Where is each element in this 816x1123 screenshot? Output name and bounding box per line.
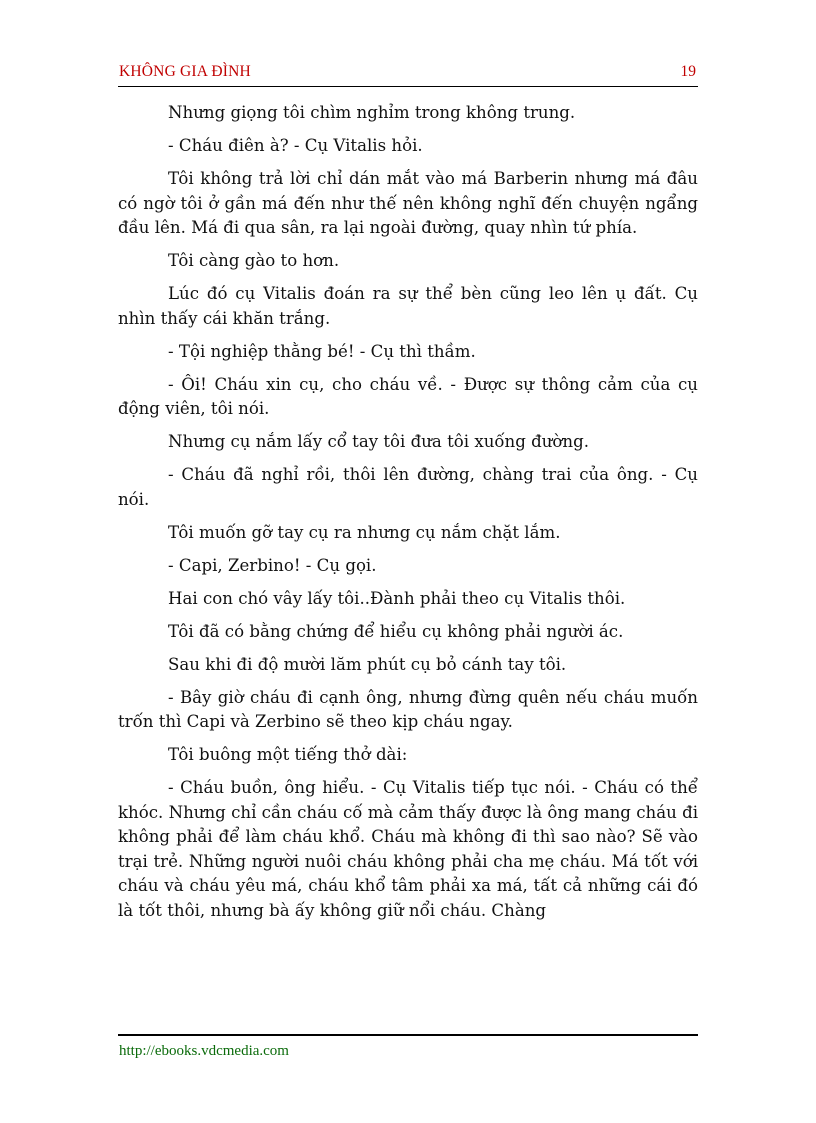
- paragraph: Hai con chó vây lấy tôi..Đành phải theo cụ Vitalis thôi.: [168, 588, 626, 608]
- footer-link[interactable]: http://ebooks.vdcmedia.com: [119, 1043, 289, 1059]
- paragraph: - Cháu đã nghỉ rồi, thôi lên đường, chàng trai của ông. - Cụ nói.: [118, 465, 698, 509]
- paragraph: Tôi buông một tiếng thở dài:: [168, 745, 408, 764]
- paragraph: Tôi đã có bằng chứng để hiểu cụ không phải người ác.: [168, 621, 624, 641]
- page-number: 19: [680, 63, 696, 80]
- paragraph: Sau khi đi độ mười lăm phút cụ bỏ cánh tay tôi.: [168, 654, 567, 674]
- paragraph: - Bây giờ cháu đi cạnh ông, nhưng đừng quên nếu cháu muốn trốn thì Capi và Zerbino sẽ theo kịp cháu ngay.: [118, 687, 698, 731]
- paragraph: - Tội nghiệp thằng bé! - Cụ thì thầm.: [168, 341, 476, 361]
- footer-divider: [118, 1034, 698, 1036]
- paragraph: Nhưng giọng tôi chìm nghỉm trong không trung.: [168, 103, 576, 122]
- paragraph: - Cháu buồn, ông hiểu. - Cụ Vitalis tiếp tục nói. - Cháu có thể khóc. Nhưng chỉ cần cháu cố mà cảm thấy được là ông mang cháu đi không phải để làm cháu khổ. Cháu mà không đi thì sao nào? Sẽ vào trại trẻ. Những người nuôi cháu không phải cha mẹ cháu. Má tốt với cháu và cháu yêu má, cháu khổ tâm phải xa má, tất cả những cái đó là tốt thôi, nhưng bà ấy không giữ nổi cháu. Chàng: [118, 778, 698, 920]
- paragraph: - Cháu điên à? - Cụ Vitalis hỏi.: [168, 136, 423, 155]
- book-title: KHÔNG GIA ĐÌNH: [119, 63, 251, 80]
- running-header: [118, 62, 698, 87]
- paragraph: - Capi, Zerbino! - Cụ gọi.: [168, 555, 377, 575]
- paragraph: Tôi không trả lời chỉ dán mắt vào má Barberin nhưng má đâu có ngờ tôi ở gần má đến như thế nên không nghĩ đến chuyện ngẩng đầu lên. Má đi qua sân, ra lại ngoài đường, quay nhìn tứ phía.: [118, 169, 698, 237]
- paragraph: Nhưng cụ nắm lấy cổ tay tôi đưa tôi xuống đường.: [168, 432, 590, 451]
- paragraph: Lúc đó cụ Vitalis đoán ra sự thể bèn cũng leo lên ụ đất. Cụ nhìn thấy cái khăn trắng.: [118, 284, 698, 328]
- paragraph: Tôi muốn gỡ tay cụ ra nhưng cụ nắm chặt lắm.: [168, 522, 561, 542]
- paragraph: - Ôi! Cháu xin cụ, cho cháu về. - Được sự thông cảm của cụ động viên, tôi nói.: [118, 374, 698, 418]
- page-body: [118, 101, 698, 932]
- paragraph: Tôi càng gào to hơn.: [168, 251, 340, 270]
